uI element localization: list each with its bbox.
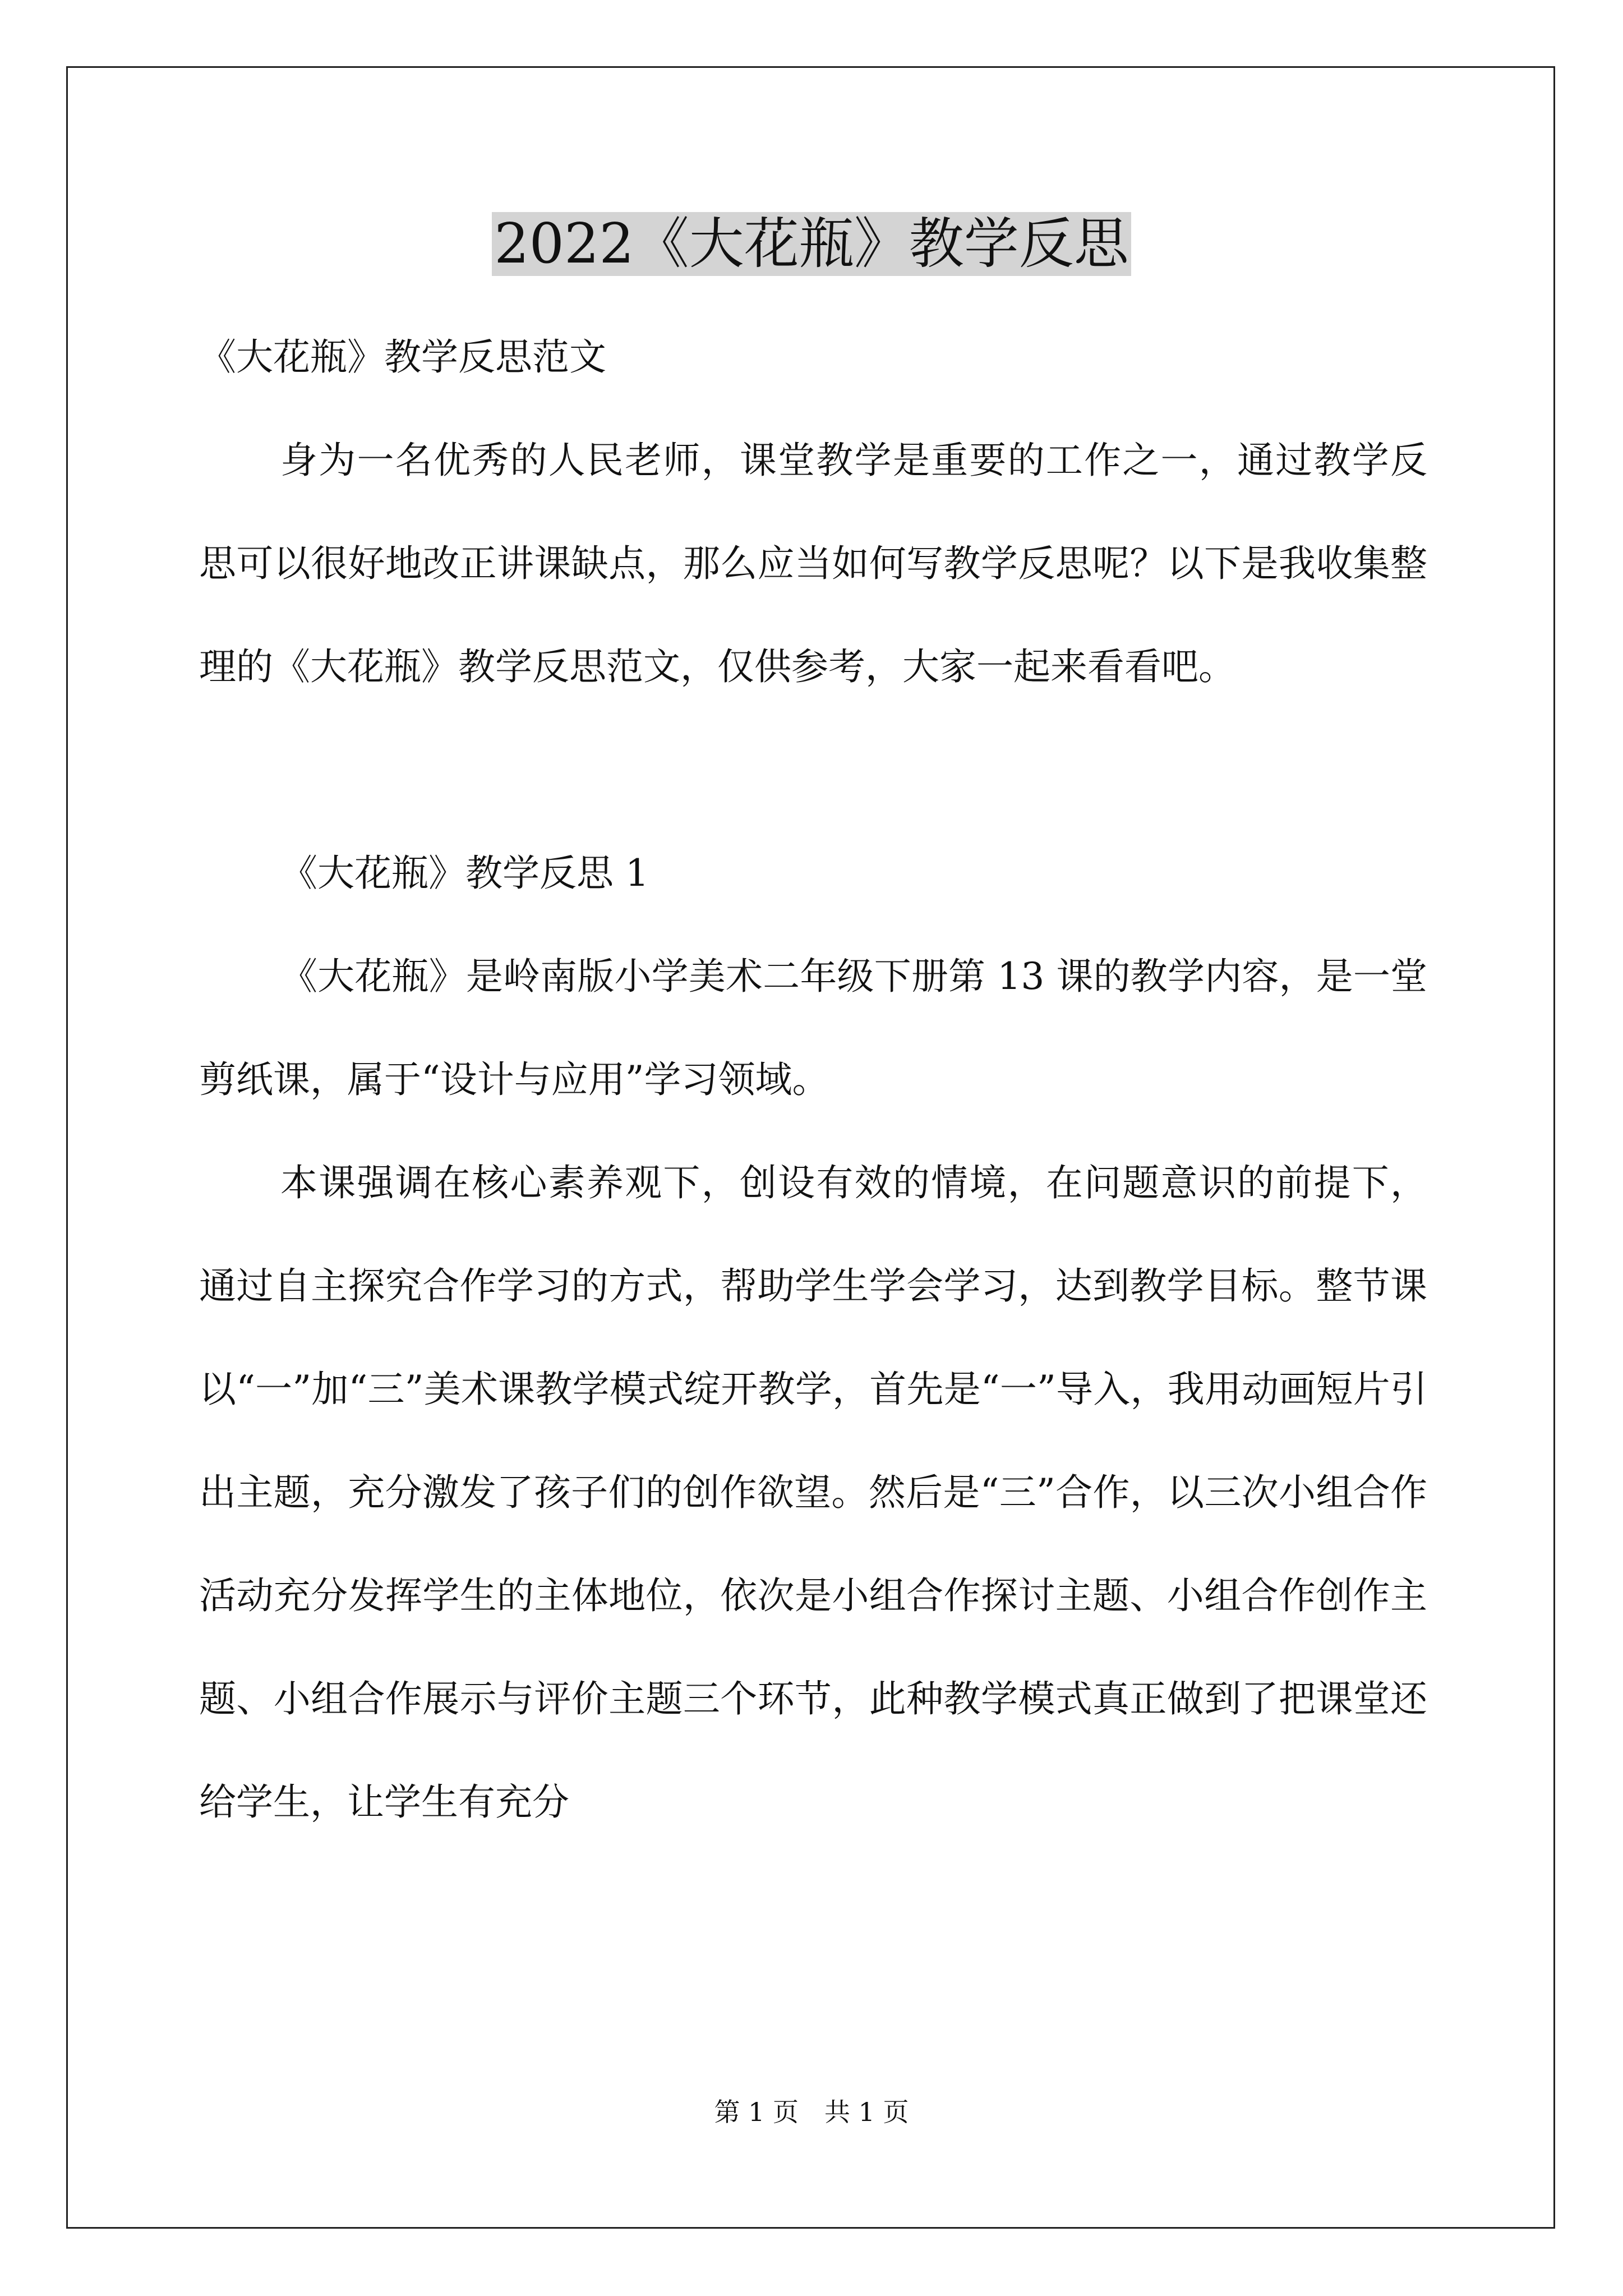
section-heading: 《大花瓶》教学反思 1 [280, 852, 649, 895]
blank-line [199, 719, 1427, 822]
page-footer: 第 1 页 共 1 页 [714, 2097, 909, 2127]
intro-paragraph: 身为一名优秀的人民老师，课堂教学是重要的工作之一，通过教学反思可以很好地改正讲课缺点，那么应当如何写教学反思呢？以下是我收集整理的《大花瓶》教学反思范文，仅供参考，大家一起来看看吧。 [199, 439, 1427, 688]
body-paragraph-2: 本课强调在核心素养观下，创设有效的情境，在问题意识的前提下，通过自主探究合作学习的方式，帮助学生学会学习，达到教学目标。整节课以“一”加“三”美术课教学模式绽开教学，首先是“一”导入，我用动画短片引出主题，充分激发了孩子们的创作欲望。然后是“三”合作，以三次小组合作活动充分发挥学生的主体地位，依次是小组合作探讨主题、小组合作创作主题、小组合作展示与评价主题三个环节，此种教学模式真正做到了把课堂还给学生，让学生有充分 [199, 1161, 1427, 1824]
document-subtitle: 《大花瓶》教学反思范文 [199, 335, 606, 379]
document-title-text: 2022《大花瓶》教学反思 [492, 212, 1131, 276]
body-paragraph-1: 《大花瓶》是岭南版小学美术二年级下册第 13 课的教学内容，是一堂剪纸课，属于“设计与应用”学习领域。 [199, 955, 1427, 1101]
document-body [199, 306, 1427, 1854]
document-title [0, 205, 1623, 283]
